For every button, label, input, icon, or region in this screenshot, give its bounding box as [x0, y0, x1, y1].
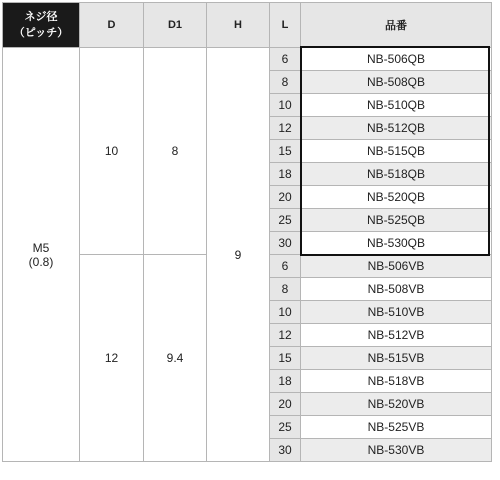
part-number-cell: NB-520VB — [301, 393, 492, 416]
header-d1: D1 — [144, 3, 207, 48]
length-cell: 15 — [270, 140, 301, 163]
header-row — [3, 3, 492, 48]
length-cell: 25 — [270, 416, 301, 439]
d1-value: 8 — [144, 48, 207, 255]
part-number-cell: NB-518QB — [301, 163, 492, 186]
length-cell: 8 — [270, 71, 301, 94]
d1-value: 9.4 — [144, 255, 207, 462]
header-h: H — [207, 3, 270, 48]
header-screw-diameter — [3, 3, 80, 48]
length-cell: 18 — [270, 370, 301, 393]
length-cell: 10 — [270, 301, 301, 324]
d-value: 10 — [80, 48, 144, 255]
part-number-cell: NB-530VB — [301, 439, 492, 462]
thread-cell — [3, 48, 80, 462]
part-number-cell: NB-530QB — [301, 232, 492, 255]
part-number-cell: NB-518VB — [301, 370, 492, 393]
part-number-cell: NB-510QB — [301, 94, 492, 117]
length-cell: 20 — [270, 186, 301, 209]
length-cell: 18 — [270, 163, 301, 186]
part-number-cell: NB-506QB — [301, 48, 492, 71]
part-number-cell: NB-512VB — [301, 324, 492, 347]
length-cell: 20 — [270, 393, 301, 416]
part-number-cell: NB-512QB — [301, 117, 492, 140]
header-d: D — [80, 3, 144, 48]
length-cell: 8 — [270, 278, 301, 301]
d-value: 12 — [80, 255, 144, 462]
length-cell: 15 — [270, 347, 301, 370]
length-cell: 30 — [270, 232, 301, 255]
length-cell: 12 — [270, 117, 301, 140]
part-number-cell: NB-508QB — [301, 71, 492, 94]
header-part-number: 品番 — [301, 3, 492, 48]
part-number-cell: NB-510VB — [301, 301, 492, 324]
length-cell: 6 — [270, 48, 301, 71]
length-cell: 6 — [270, 255, 301, 278]
h-value: 9 — [207, 48, 270, 462]
part-number-cell: NB-506VB — [301, 255, 492, 278]
header-screw-line2: （ピッチ） — [13, 27, 69, 39]
length-cell: 10 — [270, 94, 301, 117]
length-cell: 12 — [270, 324, 301, 347]
part-number-cell: NB-515QB — [301, 140, 492, 163]
part-number-cell: NB-525QB — [301, 209, 492, 232]
header-screw-line1: ネジ径 — [24, 11, 58, 23]
spec-table — [2, 2, 492, 462]
thread-pitch: (0.8) — [28, 254, 54, 269]
thread-size: M5 — [32, 240, 50, 255]
length-cell: 30 — [270, 439, 301, 462]
part-number-cell: NB-508VB — [301, 278, 492, 301]
header-l: L — [270, 3, 301, 48]
part-number-cell: NB-525VB — [301, 416, 492, 439]
table-row — [3, 48, 492, 71]
part-number-cell: NB-520QB — [301, 186, 492, 209]
part-number-cell: NB-515VB — [301, 347, 492, 370]
length-cell: 25 — [270, 209, 301, 232]
